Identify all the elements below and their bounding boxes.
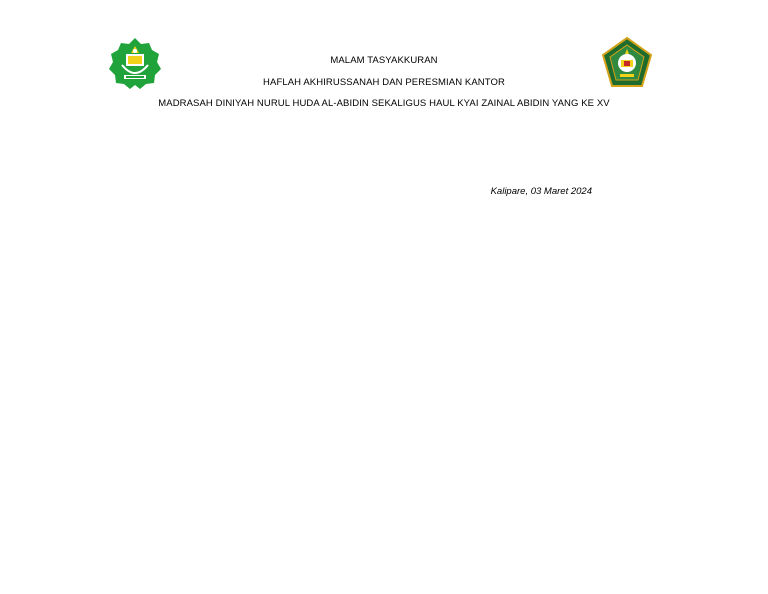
heading-line-1: MALAM TASYAKKURAN [330,55,438,66]
document-date: Kalipare, 03 Maret 2024 [490,186,592,197]
heading-line-2: HAFLAH AKHIRUSSANAH DAN PERESMIAN KANTOR [263,77,505,88]
heading-line-3: MADRASAH DINIYAH NURUL HUDA AL-ABIDIN SEKALIGUS HAUL KYAI ZAINAL ABIDIN YANG KE XV [158,98,610,109]
